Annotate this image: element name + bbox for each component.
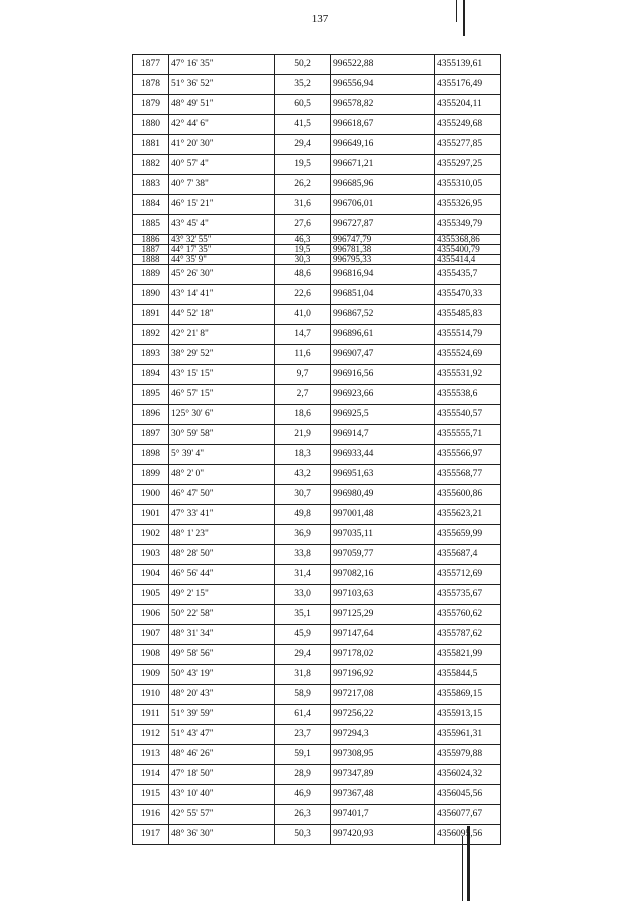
scan-artifact-line bbox=[463, 0, 465, 36]
distance-cell: 26,2 bbox=[275, 175, 331, 195]
x-coordinate-cell: 996649,16 bbox=[331, 135, 435, 155]
table-row bbox=[133, 255, 501, 265]
point-number-cell: 1890 bbox=[133, 285, 169, 305]
x-coordinate-cell: 996980,49 bbox=[331, 485, 435, 505]
table-row bbox=[133, 825, 501, 845]
y-coordinate-cell: 4355485,83 bbox=[435, 305, 501, 325]
angle-cell: 46° 57' 15" bbox=[169, 385, 275, 405]
point-number-cell: 1891 bbox=[133, 305, 169, 325]
angle-cell: 50° 22' 58" bbox=[169, 605, 275, 625]
distance-cell: 29,4 bbox=[275, 135, 331, 155]
x-coordinate-cell: 996914,7 bbox=[331, 425, 435, 445]
y-coordinate-cell: 4355470,33 bbox=[435, 285, 501, 305]
angle-cell: 43° 10' 40" bbox=[169, 785, 275, 805]
angle-cell: 30° 59' 58" bbox=[169, 425, 275, 445]
y-coordinate-cell: 4355979,88 bbox=[435, 745, 501, 765]
x-coordinate-cell: 996816,94 bbox=[331, 265, 435, 285]
x-coordinate-cell: 996916,56 bbox=[331, 365, 435, 385]
angle-cell: 45° 26' 30" bbox=[169, 265, 275, 285]
distance-cell: 26,3 bbox=[275, 805, 331, 825]
point-number-cell: 1888 bbox=[133, 255, 169, 265]
table-row bbox=[133, 325, 501, 345]
y-coordinate-cell: 4355961,31 bbox=[435, 725, 501, 745]
table-row bbox=[133, 605, 501, 625]
x-coordinate-cell: 996896,61 bbox=[331, 325, 435, 345]
x-coordinate-cell: 997001,48 bbox=[331, 505, 435, 525]
point-number-cell: 1910 bbox=[133, 685, 169, 705]
point-number-cell: 1897 bbox=[133, 425, 169, 445]
point-number-cell: 1912 bbox=[133, 725, 169, 745]
distance-cell: 59,1 bbox=[275, 745, 331, 765]
x-coordinate-cell: 996727,87 bbox=[331, 215, 435, 235]
angle-cell: 43° 14' 41" bbox=[169, 285, 275, 305]
angle-cell: 38° 29' 52" bbox=[169, 345, 275, 365]
point-number-cell: 1901 bbox=[133, 505, 169, 525]
angle-cell: 50° 43' 19" bbox=[169, 665, 275, 685]
angle-cell: 49° 58' 56" bbox=[169, 645, 275, 665]
angle-cell: 49° 2' 15" bbox=[169, 585, 275, 605]
y-coordinate-cell: 4355204,11 bbox=[435, 95, 501, 115]
distance-cell: 61,4 bbox=[275, 705, 331, 725]
table-row bbox=[133, 195, 501, 215]
y-coordinate-cell: 4355277,85 bbox=[435, 135, 501, 155]
x-coordinate-cell: 997420,93 bbox=[331, 825, 435, 845]
point-number-cell: 1887 bbox=[133, 245, 169, 255]
point-number-cell: 1885 bbox=[133, 215, 169, 235]
distance-cell: 30,7 bbox=[275, 485, 331, 505]
page-number: 137 bbox=[311, 13, 329, 25]
point-number-cell: 1907 bbox=[133, 625, 169, 645]
distance-cell: 46,3 bbox=[275, 235, 331, 245]
angle-cell: 48° 2' 0" bbox=[169, 465, 275, 485]
x-coordinate-cell: 996618,67 bbox=[331, 115, 435, 135]
point-number-cell: 1880 bbox=[133, 115, 169, 135]
point-number-cell: 1905 bbox=[133, 585, 169, 605]
distance-cell: 31,8 bbox=[275, 665, 331, 685]
scan-artifact-line bbox=[462, 836, 463, 901]
table-row bbox=[133, 705, 501, 725]
distance-cell: 28,9 bbox=[275, 765, 331, 785]
y-coordinate-cell: 4356024,32 bbox=[435, 765, 501, 785]
angle-cell: 48° 28' 50" bbox=[169, 545, 275, 565]
point-number-cell: 1889 bbox=[133, 265, 169, 285]
table-row bbox=[133, 645, 501, 665]
x-coordinate-cell: 997082,16 bbox=[331, 565, 435, 585]
point-number-cell: 1883 bbox=[133, 175, 169, 195]
x-coordinate-cell: 996781,38 bbox=[331, 245, 435, 255]
distance-cell: 30,3 bbox=[275, 255, 331, 265]
angle-cell: 48° 36' 30" bbox=[169, 825, 275, 845]
distance-cell: 19,5 bbox=[275, 155, 331, 175]
table-row bbox=[133, 385, 501, 405]
angle-cell: 46° 56' 44" bbox=[169, 565, 275, 585]
distance-cell: 48,6 bbox=[275, 265, 331, 285]
y-coordinate-cell: 4355176,49 bbox=[435, 75, 501, 95]
x-coordinate-cell: 996923,66 bbox=[331, 385, 435, 405]
distance-cell: 19,5 bbox=[275, 245, 331, 255]
table-row bbox=[133, 345, 501, 365]
table-row bbox=[133, 485, 501, 505]
y-coordinate-cell: 4355623,21 bbox=[435, 505, 501, 525]
point-number-cell: 1904 bbox=[133, 565, 169, 585]
x-coordinate-cell: 996907,47 bbox=[331, 345, 435, 365]
distance-cell: 45,9 bbox=[275, 625, 331, 645]
y-coordinate-cell: 4355735,67 bbox=[435, 585, 501, 605]
point-number-cell: 1898 bbox=[133, 445, 169, 465]
point-number-cell: 1879 bbox=[133, 95, 169, 115]
x-coordinate-cell: 996795,33 bbox=[331, 255, 435, 265]
distance-cell: 22,6 bbox=[275, 285, 331, 305]
x-coordinate-cell: 997401,7 bbox=[331, 805, 435, 825]
distance-cell: 18,3 bbox=[275, 445, 331, 465]
point-number-cell: 1915 bbox=[133, 785, 169, 805]
y-coordinate-cell: 4355139,61 bbox=[435, 55, 501, 75]
point-number-cell: 1884 bbox=[133, 195, 169, 215]
x-coordinate-cell: 996671,21 bbox=[331, 155, 435, 175]
table-row bbox=[133, 685, 501, 705]
angle-cell: 43° 45' 4" bbox=[169, 215, 275, 235]
angle-cell: 48° 49' 51" bbox=[169, 95, 275, 115]
table-row bbox=[133, 75, 501, 95]
x-coordinate-cell: 996851,04 bbox=[331, 285, 435, 305]
distance-cell: 2,7 bbox=[275, 385, 331, 405]
distance-cell: 36,9 bbox=[275, 525, 331, 545]
x-coordinate-cell: 996747,79 bbox=[331, 235, 435, 245]
point-number-cell: 1896 bbox=[133, 405, 169, 425]
distance-cell: 49,8 bbox=[275, 505, 331, 525]
distance-cell: 58,9 bbox=[275, 685, 331, 705]
angle-cell: 51° 43' 47" bbox=[169, 725, 275, 745]
coordinates-table bbox=[132, 54, 501, 845]
y-coordinate-cell: 4355687,4 bbox=[435, 545, 501, 565]
y-coordinate-cell: 4355297,25 bbox=[435, 155, 501, 175]
point-number-cell: 1903 bbox=[133, 545, 169, 565]
x-coordinate-cell: 996951,63 bbox=[331, 465, 435, 485]
table-row bbox=[133, 565, 501, 585]
table-row bbox=[133, 625, 501, 645]
table-row bbox=[133, 745, 501, 765]
angle-cell: 48° 20' 43" bbox=[169, 685, 275, 705]
x-coordinate-cell: 996685,96 bbox=[331, 175, 435, 195]
angle-cell: 44° 35' 9" bbox=[169, 255, 275, 265]
table-row bbox=[133, 785, 501, 805]
distance-cell: 27,6 bbox=[275, 215, 331, 235]
y-coordinate-cell: 4355821,99 bbox=[435, 645, 501, 665]
x-coordinate-cell: 997256,22 bbox=[331, 705, 435, 725]
table-row bbox=[133, 235, 501, 245]
distance-cell: 14,7 bbox=[275, 325, 331, 345]
x-coordinate-cell: 996556,94 bbox=[331, 75, 435, 95]
y-coordinate-cell: 4355435,7 bbox=[435, 265, 501, 285]
point-number-cell: 1911 bbox=[133, 705, 169, 725]
distance-cell: 46,9 bbox=[275, 785, 331, 805]
table-row bbox=[133, 425, 501, 445]
point-number-cell: 1916 bbox=[133, 805, 169, 825]
angle-cell: 44° 52' 18" bbox=[169, 305, 275, 325]
table-row bbox=[133, 175, 501, 195]
y-coordinate-cell: 4355531,92 bbox=[435, 365, 501, 385]
table-row bbox=[133, 525, 501, 545]
angle-cell: 125° 30' 6" bbox=[169, 405, 275, 425]
y-coordinate-cell: 4355538,6 bbox=[435, 385, 501, 405]
x-coordinate-cell: 997294,3 bbox=[331, 725, 435, 745]
x-coordinate-cell: 997059,77 bbox=[331, 545, 435, 565]
distance-cell: 35,1 bbox=[275, 605, 331, 625]
angle-cell: 51° 39' 59" bbox=[169, 705, 275, 725]
angle-cell: 44° 17' 35" bbox=[169, 245, 275, 255]
coordinates-table-body bbox=[133, 55, 501, 845]
table-row bbox=[133, 115, 501, 135]
y-coordinate-cell: 4355787,62 bbox=[435, 625, 501, 645]
x-coordinate-cell: 996925,5 bbox=[331, 405, 435, 425]
angle-cell: 5° 39' 4" bbox=[169, 445, 275, 465]
table-row bbox=[133, 465, 501, 485]
y-coordinate-cell: 4355368,86 bbox=[435, 235, 501, 245]
point-number-cell: 1886 bbox=[133, 235, 169, 245]
point-number-cell: 1881 bbox=[133, 135, 169, 155]
x-coordinate-cell: 997217,08 bbox=[331, 685, 435, 705]
y-coordinate-cell: 4355514,79 bbox=[435, 325, 501, 345]
table-row bbox=[133, 215, 501, 235]
table-row bbox=[133, 135, 501, 155]
table-row bbox=[133, 265, 501, 285]
point-number-cell: 1894 bbox=[133, 365, 169, 385]
table-row bbox=[133, 445, 501, 465]
y-coordinate-cell: 4355844,5 bbox=[435, 665, 501, 685]
x-coordinate-cell: 997125,29 bbox=[331, 605, 435, 625]
y-coordinate-cell: 4356095,56 bbox=[435, 825, 501, 845]
angle-cell: 47° 18' 50" bbox=[169, 765, 275, 785]
table-row bbox=[133, 95, 501, 115]
angle-cell: 47° 16' 35" bbox=[169, 55, 275, 75]
x-coordinate-cell: 997196,92 bbox=[331, 665, 435, 685]
x-coordinate-cell: 996867,52 bbox=[331, 305, 435, 325]
distance-cell: 50,3 bbox=[275, 825, 331, 845]
distance-cell: 29,4 bbox=[275, 645, 331, 665]
angle-cell: 48° 31' 34" bbox=[169, 625, 275, 645]
y-coordinate-cell: 4356077,67 bbox=[435, 805, 501, 825]
table-row bbox=[133, 285, 501, 305]
point-number-cell: 1892 bbox=[133, 325, 169, 345]
table-row bbox=[133, 245, 501, 255]
distance-cell: 18,6 bbox=[275, 405, 331, 425]
distance-cell: 21,9 bbox=[275, 425, 331, 445]
table-row bbox=[133, 365, 501, 385]
angle-cell: 42° 21' 8" bbox=[169, 325, 275, 345]
table-row bbox=[133, 665, 501, 685]
y-coordinate-cell: 4355400,79 bbox=[435, 245, 501, 255]
point-number-cell: 1917 bbox=[133, 825, 169, 845]
x-coordinate-cell: 997367,48 bbox=[331, 785, 435, 805]
angle-cell: 48° 1' 23" bbox=[169, 525, 275, 545]
x-coordinate-cell: 996522,88 bbox=[331, 55, 435, 75]
distance-cell: 60,5 bbox=[275, 95, 331, 115]
table-row bbox=[133, 305, 501, 325]
table-row bbox=[133, 585, 501, 605]
x-coordinate-cell: 997035,11 bbox=[331, 525, 435, 545]
table-row bbox=[133, 505, 501, 525]
y-coordinate-cell: 4355600,86 bbox=[435, 485, 501, 505]
y-coordinate-cell: 4355524,69 bbox=[435, 345, 501, 365]
x-coordinate-cell: 996578,82 bbox=[331, 95, 435, 115]
table-row bbox=[133, 55, 501, 75]
scan-artifact-line bbox=[456, 0, 457, 22]
distance-cell: 41,5 bbox=[275, 115, 331, 135]
point-number-cell: 1908 bbox=[133, 645, 169, 665]
y-coordinate-cell: 4355349,79 bbox=[435, 215, 501, 235]
angle-cell: 42° 55' 57" bbox=[169, 805, 275, 825]
angle-cell: 48° 46' 26" bbox=[169, 745, 275, 765]
x-coordinate-cell: 997347,89 bbox=[331, 765, 435, 785]
point-number-cell: 1893 bbox=[133, 345, 169, 365]
angle-cell: 42° 44' 6" bbox=[169, 115, 275, 135]
x-coordinate-cell: 997178,02 bbox=[331, 645, 435, 665]
distance-cell: 35,2 bbox=[275, 75, 331, 95]
table-row bbox=[133, 155, 501, 175]
x-coordinate-cell: 997147,64 bbox=[331, 625, 435, 645]
angle-cell: 46° 47' 50" bbox=[169, 485, 275, 505]
point-number-cell: 1882 bbox=[133, 155, 169, 175]
angle-cell: 40° 57' 4" bbox=[169, 155, 275, 175]
distance-cell: 31,4 bbox=[275, 565, 331, 585]
angle-cell: 51° 36' 52" bbox=[169, 75, 275, 95]
angle-cell: 46° 15' 21" bbox=[169, 195, 275, 215]
point-number-cell: 1906 bbox=[133, 605, 169, 625]
y-coordinate-cell: 4355760,62 bbox=[435, 605, 501, 625]
distance-cell: 33,0 bbox=[275, 585, 331, 605]
y-coordinate-cell: 4355566,97 bbox=[435, 445, 501, 465]
y-coordinate-cell: 4355555,71 bbox=[435, 425, 501, 445]
point-number-cell: 1899 bbox=[133, 465, 169, 485]
point-number-cell: 1913 bbox=[133, 745, 169, 765]
point-number-cell: 1900 bbox=[133, 485, 169, 505]
y-coordinate-cell: 4355568,77 bbox=[435, 465, 501, 485]
y-coordinate-cell: 4356045,56 bbox=[435, 785, 501, 805]
point-number-cell: 1902 bbox=[133, 525, 169, 545]
distance-cell: 33,8 bbox=[275, 545, 331, 565]
point-number-cell: 1895 bbox=[133, 385, 169, 405]
point-number-cell: 1909 bbox=[133, 665, 169, 685]
y-coordinate-cell: 4355249,68 bbox=[435, 115, 501, 135]
table-row bbox=[133, 805, 501, 825]
angle-cell: 40° 7' 38" bbox=[169, 175, 275, 195]
distance-cell: 23,7 bbox=[275, 725, 331, 745]
point-number-cell: 1877 bbox=[133, 55, 169, 75]
distance-cell: 11,6 bbox=[275, 345, 331, 365]
y-coordinate-cell: 4355414,4 bbox=[435, 255, 501, 265]
table-row bbox=[133, 545, 501, 565]
y-coordinate-cell: 4355540,57 bbox=[435, 405, 501, 425]
angle-cell: 43° 15' 15" bbox=[169, 365, 275, 385]
x-coordinate-cell: 997103,63 bbox=[331, 585, 435, 605]
x-coordinate-cell: 997308,95 bbox=[331, 745, 435, 765]
point-number-cell: 1914 bbox=[133, 765, 169, 785]
y-coordinate-cell: 4355712,69 bbox=[435, 565, 501, 585]
table-row bbox=[133, 765, 501, 785]
distance-cell: 43,2 bbox=[275, 465, 331, 485]
table-row bbox=[133, 405, 501, 425]
table-row bbox=[133, 725, 501, 745]
y-coordinate-cell: 4355869,15 bbox=[435, 685, 501, 705]
y-coordinate-cell: 4355310,05 bbox=[435, 175, 501, 195]
x-coordinate-cell: 996933,44 bbox=[331, 445, 435, 465]
distance-cell: 9,7 bbox=[275, 365, 331, 385]
y-coordinate-cell: 4355659,99 bbox=[435, 525, 501, 545]
angle-cell: 43° 32' 55" bbox=[169, 235, 275, 245]
point-number-cell: 1878 bbox=[133, 75, 169, 95]
angle-cell: 47° 33' 41" bbox=[169, 505, 275, 525]
distance-cell: 31,6 bbox=[275, 195, 331, 215]
angle-cell: 41° 20' 30" bbox=[169, 135, 275, 155]
y-coordinate-cell: 4355326,95 bbox=[435, 195, 501, 215]
y-coordinate-cell: 4355913,15 bbox=[435, 705, 501, 725]
x-coordinate-cell: 996706,01 bbox=[331, 195, 435, 215]
distance-cell: 50,2 bbox=[275, 55, 331, 75]
distance-cell: 41,0 bbox=[275, 305, 331, 325]
